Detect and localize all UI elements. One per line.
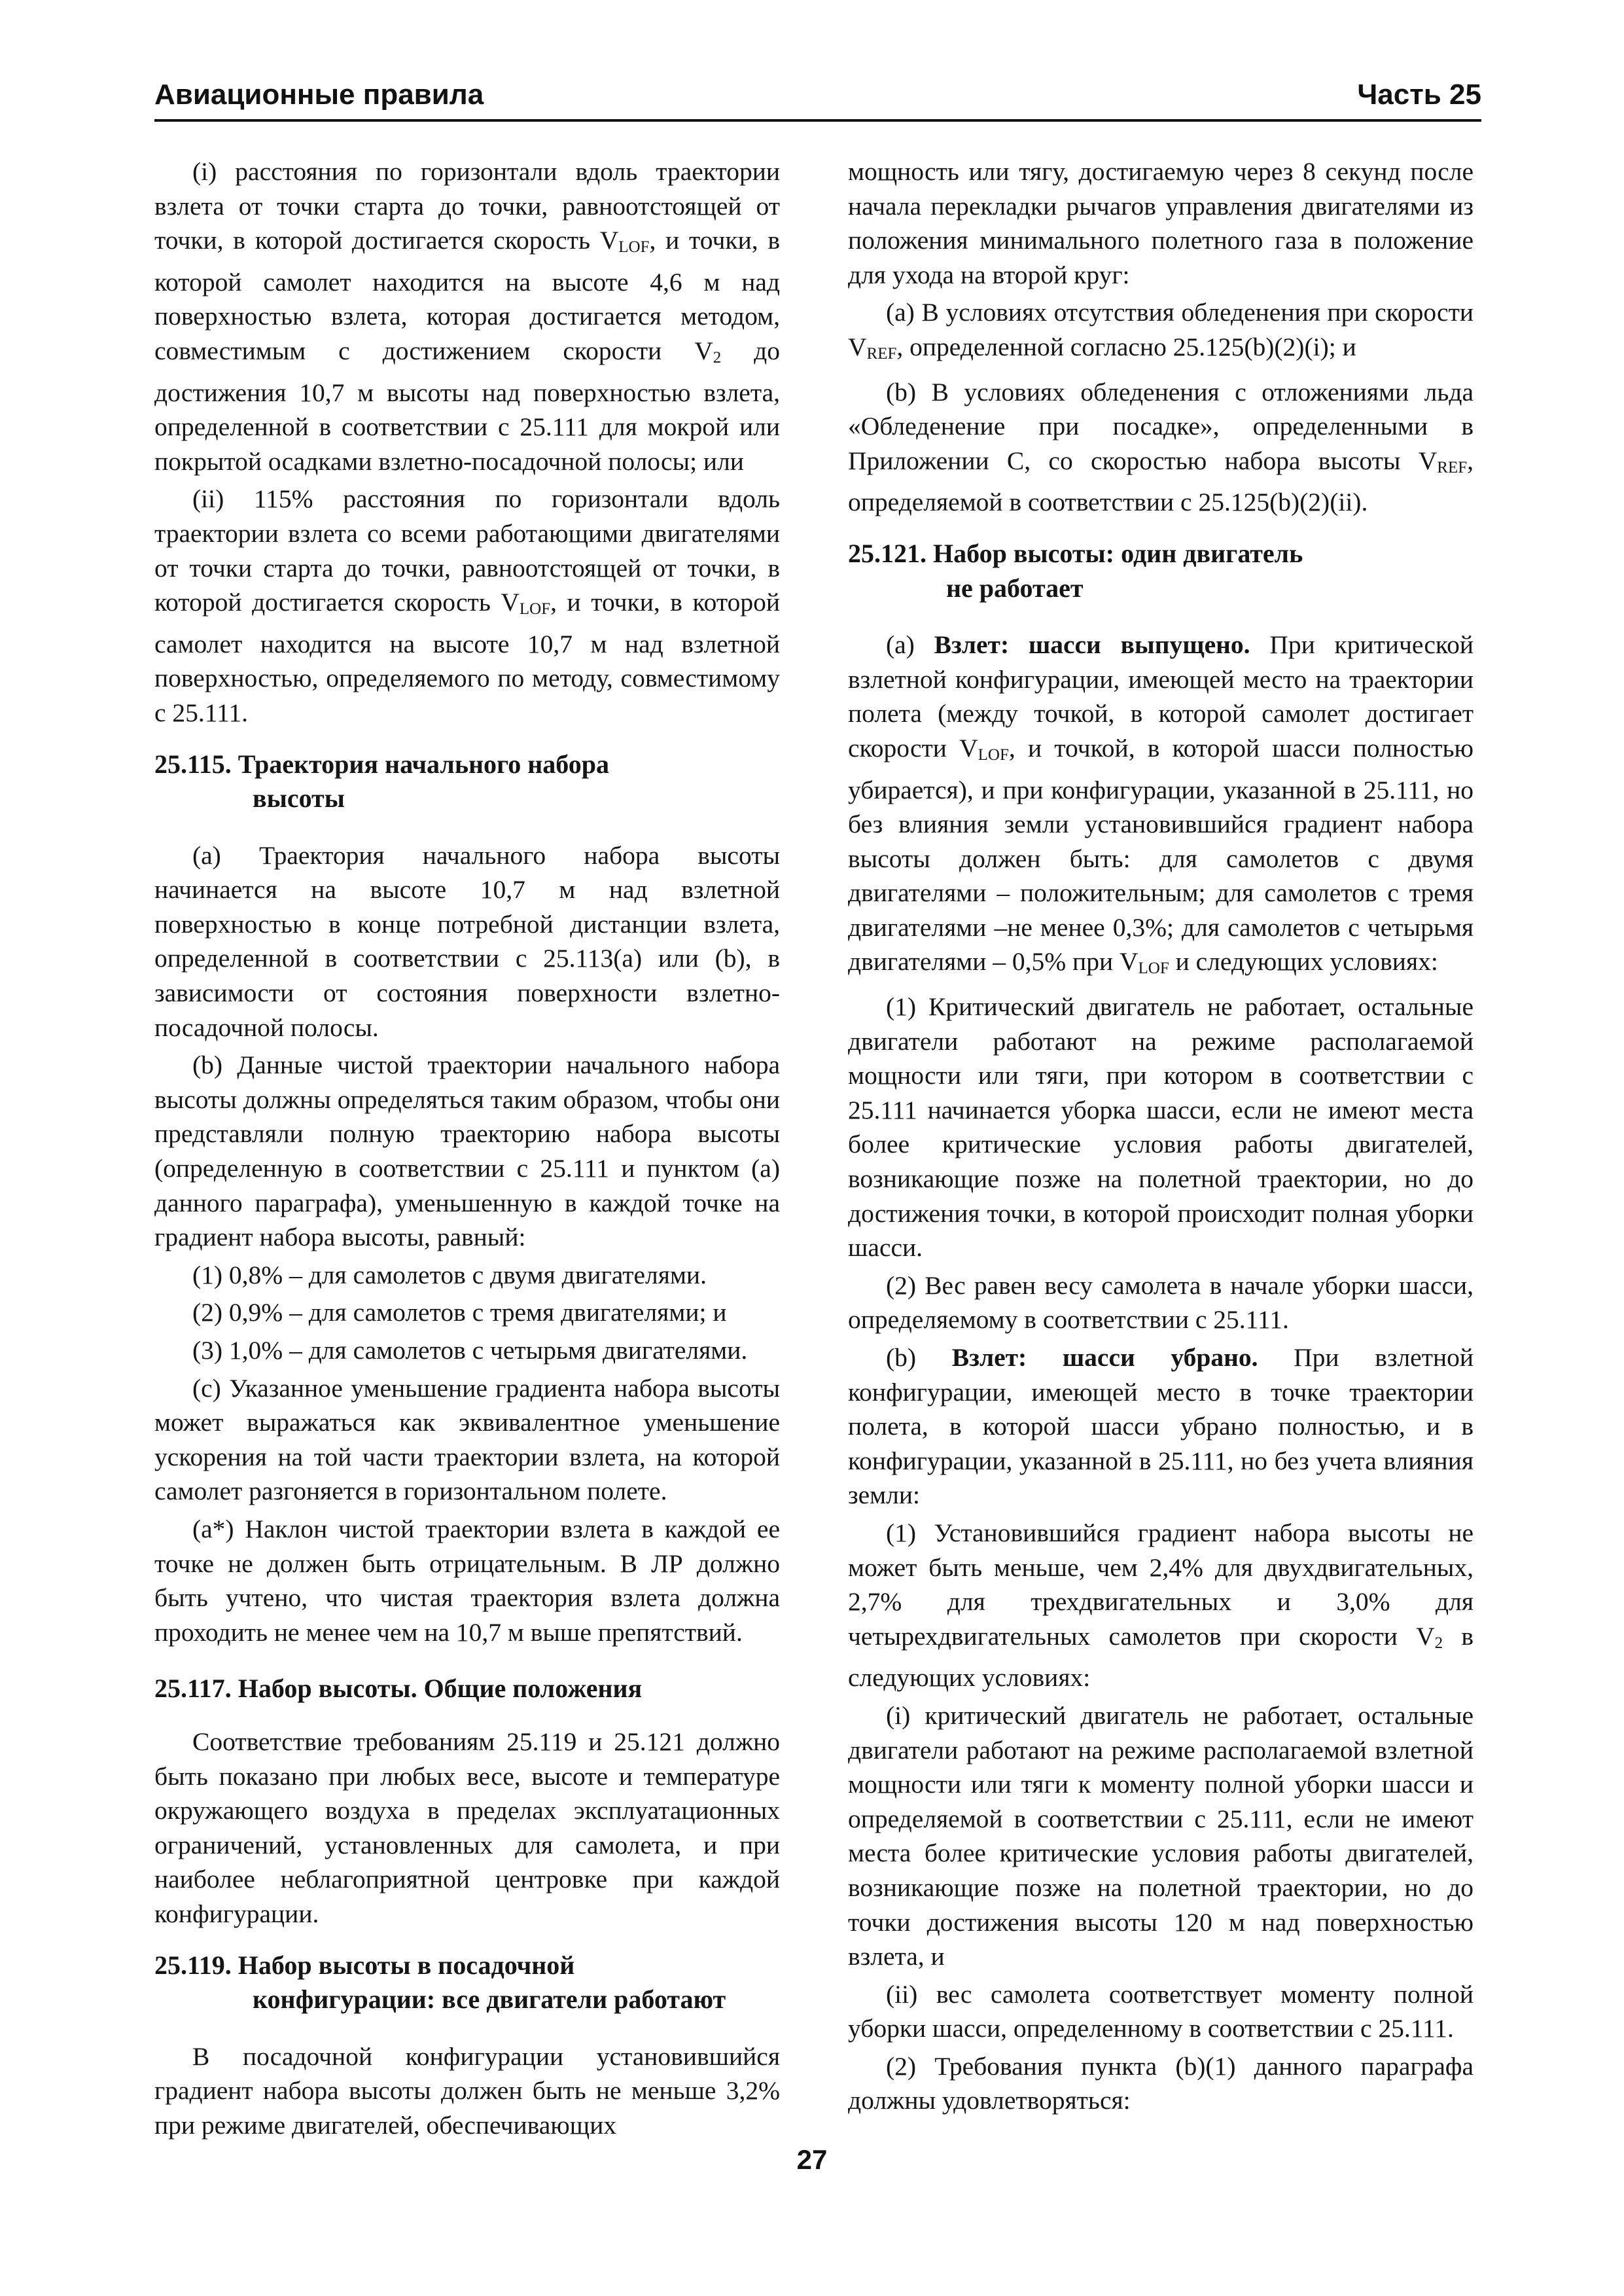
paragraph: (c) Указанное уменьшение градиента набора высоты может выражаться как эквивалентное уменьшение ускорения на той части траектории взлета, на которой самолет разгоняется в горизонтальном полете. [154, 1373, 780, 1506]
heading-line: не работает [946, 573, 1084, 603]
heading-line: 25.119. Набор высоты в посадочной [154, 1950, 575, 1980]
paragraph: В посадочной конфигурации установившийся градиент набора высоты должен быть не меньше 3,2% при режиме двигателей, обеспечивающих [154, 2041, 780, 2140]
paragraph: (ii) 115% расстояния по горизонтали вдоль траектории взлета со всеми работающими двигателями от точки старта до точки, равноотстоящей от точки, в которой достигается скорость $V_{LOF}$, и точки, в которой самолет находится на высоте 10,7 м над взлетной поверхностью, определяемого по методу, совместимому с 25.111. [154, 484, 780, 727]
section-heading-25-121 [848, 537, 1474, 605]
page-header [154, 73, 1481, 122]
page-number: 27 [796, 2144, 828, 2175]
heading-line: 25.115. Траектория начального набора [154, 749, 609, 779]
paragraph: (b) В условиях обледенения с отложениями льда «Обледенение при посадке», определенными в Приложении C, со скоростью набора высоты $V_{REF}$, определяемой в соответствии с 25.125(b)(2)(ii). [848, 377, 1474, 517]
item-text: При взлетной конфигурации, имеющей место в точке траектории полета, в которой шасси убрано полностью, и в конфигурации, указанной в 25.111, но без учета влияния земли: [848, 1343, 1474, 1510]
list-item: (2) 0,9% – для самолетов с тремя двигателями; и [192, 1298, 727, 1327]
item-label: (a) [886, 630, 915, 660]
paragraph: (2) Вес равен весу самолета в начале уборки шасси, определяемому в соответствии с 25.111. [848, 1270, 1474, 1335]
header-part: Часть 25 [1357, 79, 1481, 111]
paragraph: (i) расстояния по горизонтали вдоль траектории взлета от точки старта до точки, равноотстоящей от точки, в которой достигается скорость $V_{LOF}$, и точки, в которой самолет находится на высоте 4,6 м над поверхностью взлета, которая достигается методом, совместимым с достижением скорости $V_2$ до достижения 10,7 м высоты над поверхностью взлета, определенной в соответствии с 25.111 для мокрой или покрытой осадками взлетно-посадочной полосы; или [154, 157, 781, 476]
paragraph: (ii) вес самолета соответствует моменту полной уборки шасси, определенному в соответствии с 25.111. [848, 1979, 1474, 2043]
paragraph [848, 1340, 1474, 1513]
item-title: Взлет: шасси убрано. [951, 1343, 1258, 1372]
left-column [154, 154, 780, 2145]
list-item: (1) 0,8% – для самолетов с двумя двигателями. [192, 1260, 707, 1289]
paragraph: (1) Критический двигатель не работает, остальные двигатели работают на режиме располагаемой мощности или тяги, при котором в соответствии с 25.111 начинается уборка шасси, если не имеют места более критические условия работы двигателей, возникающие позже на полетной траектории, но до достижения точки, в которой происходит полная уборки шасси. [848, 992, 1474, 1263]
item-title: Взлет: шасси выпущено. [934, 630, 1250, 660]
paragraph: Соответствие требованиям 25.119 и 25.121 должно быть показано при любых весе, высоте и температуре окружающего воздуха в пределах эксплуатационных ограничений, установленных для самолета, и при наиболее неблагоприятной центровке при каждой конфигурации. [154, 1727, 780, 1928]
heading-line: высоты [253, 783, 345, 814]
section-heading-25-115 [154, 747, 780, 816]
paragraph: (2) Требования пункта (b)(1) данного параграфа должны удовлетворяться: [848, 2051, 1474, 2115]
paragraph: (a*) Наклон чистой траектории взлета в каждой ее точке не должен быть отрицательным. В ЛР должно быть учтено, что чистая траектория взлета должна проходить не менее чем на 10,7 м выше препятствий. [154, 1514, 780, 1647]
heading-line: конфигурации: все двигатели работают [253, 1984, 726, 2015]
paragraph: (b) Данные чистой траектории начального набора высоты должны определяться таким образом, чтобы они представляли полную траекторию набора высоты (определенную в соответствии с 25.111 и пунктом (a) данного параграфа), уменьшенную в каждой точке на градиент набора высоты, равный: [154, 1050, 780, 1252]
paragraph: (a) Траектория начального набора высоты начинается на высоте 10,7 м над взлетной поверхностью в конце потребной дистанции взлета, определенной в соответствии с 25.113(a) или (b), в зависимости от состояния поверхности взлетно-посадочной полосы. [154, 840, 780, 1042]
paragraph: (a) В условиях отсутствия обледенения при скорости $V_{REF}$, определенной согласно 25.125(b)(2)(i); и [848, 298, 1474, 363]
paragraph: (i) критический двигатель не работает, остальные двигатели работают на режиме располагаемой взлетной мощности или тяги к моменту полной уборки шасси и определяемой в соответствии с 25.111, если не имеют места более критические условия работы двигателей, возникающие позже на полетной траектории, но до точки достижения высоты 120 м над поверхностью взлета, и [848, 1700, 1474, 1971]
item-label: (b) [886, 1343, 917, 1372]
item-text: При критической взлетной конфигурации, имеющей место на траектории полета (между точкой, в которой самолет достигает скорости $V_{LOF}$, и точкой, в которой шасси полностью убирается), и при конфигурации, указанной в 25.111, но без влияния земли установившийся градиент набора высоты должен быть: для самолетов с двумя двигателями – положительным; для самолетов с тремя двигателями –не менее 0,3%; для самолетов с четырьмя двигателями – 0,5% при $V_{LOF}$ и следующих условиях: [848, 630, 1474, 978]
paragraph [848, 628, 1474, 986]
paragraph: (1) Установившийся градиент набора высоты не может быть меньше, чем 2,4% для двухдвигательных, 2,7% для трехдвигательных и 3,0% для четырехдвигательных самолетов при скорости $V_2$ в следующих условиях: [848, 1518, 1474, 1693]
heading-line: 25.121. Набор высоты: один двигатель [848, 538, 1303, 568]
paragraph: мощность или тягу, достигаемую через 8 секунд после начала перекладки рычагов управления двигателями из положения минимального полетного газа в положение для ухода на второй круг: [848, 157, 1474, 289]
right-column [848, 154, 1474, 2121]
section-heading-25-119 [154, 1948, 780, 2017]
list-item: (3) 1,0% – для самолетов с четырьмя двигателями. [192, 1336, 748, 1365]
header-title: Авиационные правила [154, 79, 484, 111]
section-heading-25-117: 25.117. Набор высоты. Общие положения [154, 1674, 643, 1704]
